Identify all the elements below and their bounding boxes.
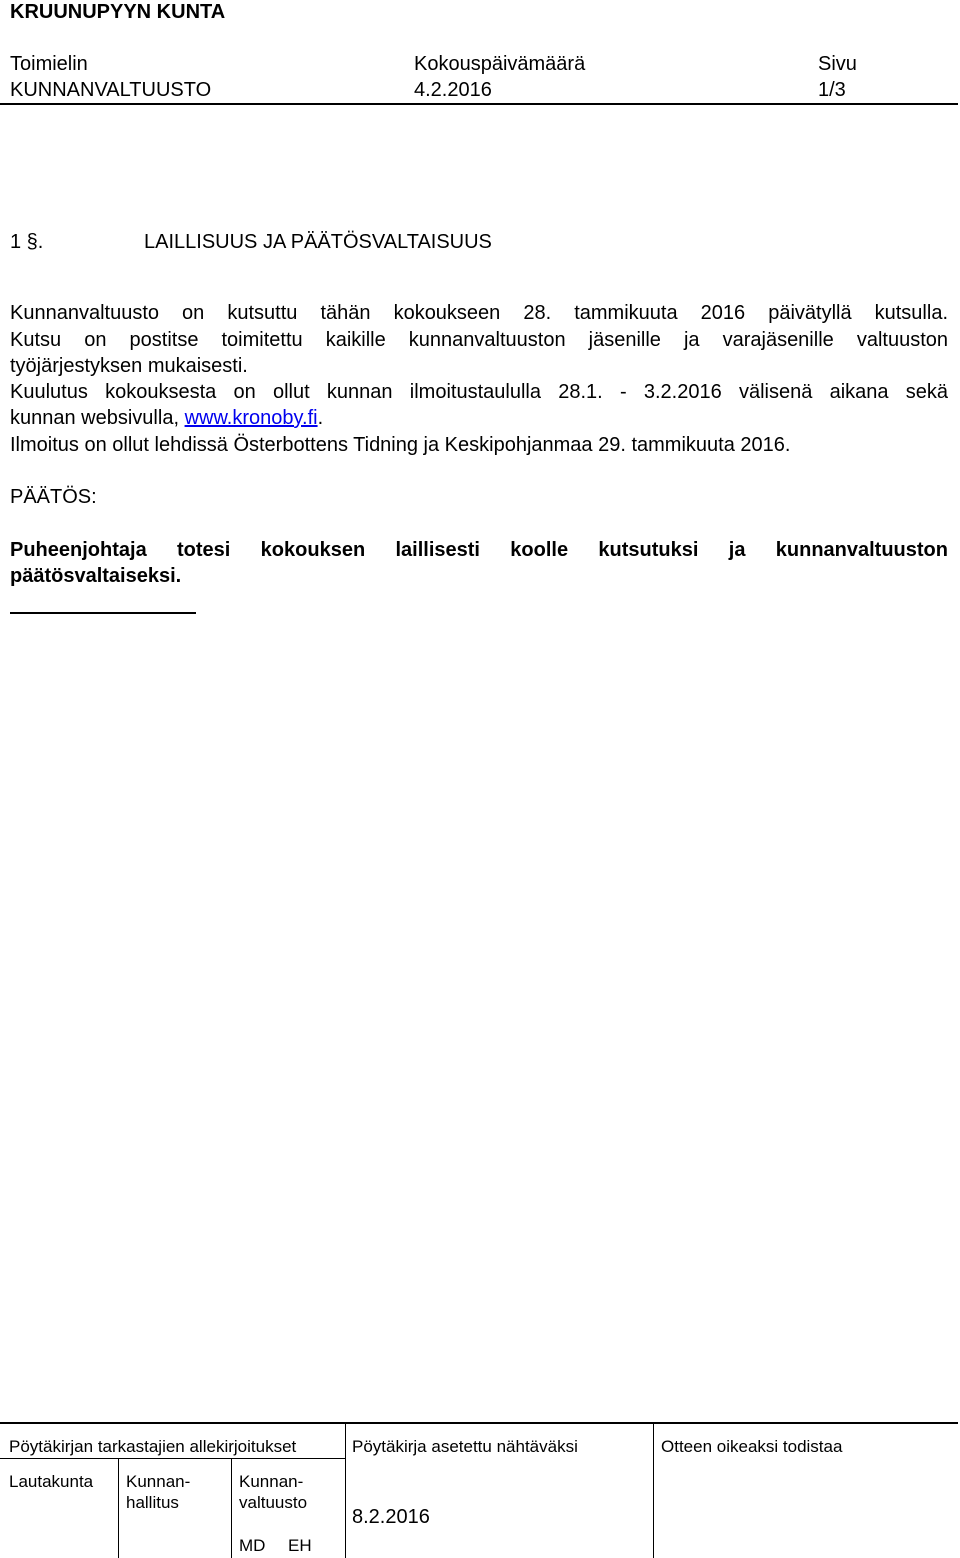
initials-eh: EH [288, 1536, 312, 1555]
footer-inner-border [0, 1458, 345, 1459]
initials-md: MD [239, 1536, 266, 1555]
footer-divider [231, 1458, 232, 1558]
posted-label: Pöytäkirja asetettu nähtäväksi [352, 1437, 578, 1456]
paragraph-line: Ilmoitus on ollut lehdissä Österbottens Tidning ja Keskipohjanmaa 29. tammikuuta 2016. [10, 434, 791, 456]
organization-name: KRUUNUPYYN KUNTA [10, 1, 226, 23]
board-lautakunta: Lautakunta [9, 1472, 94, 1491]
section-number: 1 §. [10, 231, 44, 253]
board-valtuusto-line2: valtuusto [239, 1493, 308, 1512]
paragraph-line: työjärjestyksen mukaisesti. [10, 355, 248, 377]
end-rule [10, 612, 196, 614]
website-link[interactable]: www.kronoby.fi [184, 407, 318, 429]
board-hallitus-line1: Kunnan- [126, 1472, 191, 1491]
header-divider [0, 103, 958, 105]
footer-divider [118, 1458, 119, 1558]
board-valtuusto-line1: Kunnan- [239, 1472, 304, 1491]
decision-label: PÄÄTÖS: [10, 486, 97, 508]
decision-line: päätösvaltaiseksi. [10, 565, 182, 587]
board-hallitus-line2: hallitus [126, 1493, 179, 1512]
page-value: 1/3 [818, 79, 846, 101]
certified-label: Otteen oikeaksi todistaa [661, 1437, 843, 1456]
footer-top-border [0, 1422, 958, 1424]
signatures-label: Pöytäkirjan tarkastajien allekirjoitukset [9, 1437, 297, 1456]
page-label: Sivu [818, 53, 857, 75]
date-label: Kokouspäivämäärä [414, 53, 586, 75]
section-title: LAILLISUUS JA PÄÄTÖSVALTAISUUS [144, 231, 492, 253]
paragraph-line: Kuulutus kokouksesta on ollut kunnan ilmoitustaululla 28.1. - 3.2.2016 välisenä aikana sekä [10, 381, 948, 403]
footer-divider [345, 1423, 346, 1558]
body-value: KUNNANVALTUUSTO [10, 79, 212, 101]
posted-date: 8.2.2016 [352, 1506, 430, 1528]
date-value: 4.2.2016 [414, 79, 492, 101]
body-label: Toimielin [10, 53, 88, 75]
paragraph-line: kunnan websivulla, www.kronoby.fi. [10, 407, 324, 429]
paragraph-line: Kutsu on postitse toimitettu kaikille kunnanvaltuuston jäsenille ja varajäsenille valtuuston [10, 329, 948, 351]
footer-divider [653, 1423, 654, 1558]
decision-line: Puheenjohtaja totesi kokouksen laillisesti koolle kutsutuksi ja kunnanvaltuuston [10, 539, 948, 561]
paragraph-line: Kunnanvaltuusto on kutsuttu tähän kokoukseen 28. tammikuuta 2016 päivätyllä kutsulla. [10, 302, 948, 324]
